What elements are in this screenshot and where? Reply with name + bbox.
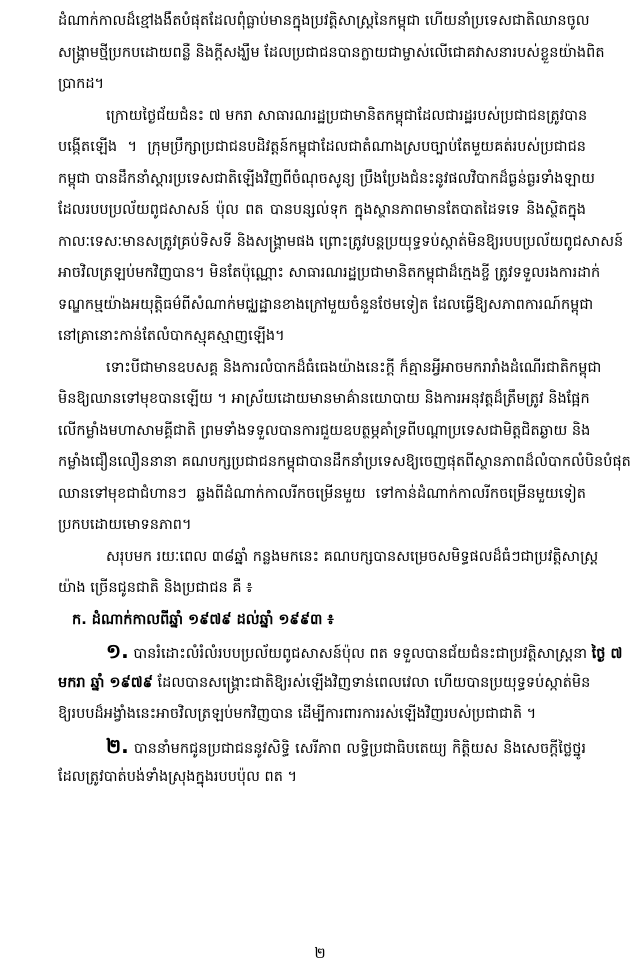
paragraph-line: លើកម្លាំងមហាសាមគ្គីជាតិ ព្រមទាំងទទួលបានការជួយឧបត្ថម្ភគាំទ្រពីបណ្តាប្រទេសជាមិត្តជិតឆ្ងាយ និង [58, 422, 591, 439]
paragraph-line: ដែលរបបប្រល័យពូជសាសន៍ ប៉ុល ពត បានបន្សល់ទុក ក្នុងស្ថានភាពមានតែបាតដៃទទេ និងស្ថិតក្នុង [58, 202, 586, 218]
paragraph-line: សរុបមក រយៈពេល ៣៨ឆ្នាំ កន្លងមកនេះ គណបក្សបានសម្រេចសមិទ្ធផលដ៏ធំៗជាប្រវត្តិសាស្ត្រ [106, 548, 599, 565]
document-body [58, 6, 631, 794]
list-item-number: ១. [106, 639, 129, 663]
list-item-line: ឱ្យរបបដ៏អង្វាំងនេះអាចវិលត្រឡប់មកវិញបាន ដើម្បីការពារការរស់ឡើងវិញរបស់ប្រជាជាតិ ។ [58, 706, 537, 722]
paragraph-4 [58, 542, 599, 605]
date-emphasis: ថ្ងៃ ៧ [591, 646, 623, 662]
paragraph-1 [58, 6, 605, 101]
list-item-line [58, 668, 591, 700]
paragraph-line: យ៉ាង ច្រើនជូនជាតិ និងប្រជាជន គឺ ៖ [58, 580, 253, 596]
paragraph-line: ក្រោយថ្ងៃជ័យជំនះ ៧ មករា សាធារណរដ្ឋប្រជាមានិតកម្ពុជាដែលជារដ្ឋរបស់ប្រជាជនត្រូវបាន [106, 107, 588, 124]
paragraph-line: ទោះបីជាមានឧបសគ្គ និងការលំបាកដ៏ធំធេងយ៉ាងនេះក្តី ក៏គ្មានអ្វីអាចមករារាំងដំណើរជាតិកម្ពុជា [106, 359, 602, 376]
paragraph-line: មិនឱ្យឈានទៅមុខបានឡើយ ។ អាស្រ័យដោយមានមាគ៌ានយោបាយ និងការអនុវត្តដ៏ត្រឹមត្រូវ និងផ្អែក [58, 391, 590, 407]
paragraph-line: ដំណាក់កាលដ៏ខ្មៅងងឹតបំផុតដែលពុំធ្លាប់មានក្នុងប្រវត្តិសាស្ត្រនៃកម្ពុជា ហើយនាំប្រទេសជាតិឈានចូល [58, 13, 590, 29]
page-number: ២ [314, 944, 326, 962]
paragraph-line: ប្រកបដោយមោទនភាព។ [58, 517, 192, 533]
paragraph-line: កម្ពុជា បានដឹកនាំស្តារប្រទេសជាតិឡើងវិញពីចំណុចសូន្យ ប្រឹងប្រែងជំនះនូវផលវិបាកដ៏ធ្ងន់ធ្ងរទាំងឡាយ [58, 170, 595, 187]
section-heading: ក. ដំណាក់កាលពីឆ្នាំ ១៩៧៩ ដល់ឆ្នាំ ១៩៩៣ ៖ [72, 611, 334, 628]
list-item-line [58, 636, 623, 668]
paragraph-line: កាលៈទេសៈមានសត្រូវគ្រប់ទិសទី និងសង្គ្រាមផង ព្រោះត្រូវបន្តប្រយុទ្ធទប់ស្កាត់មិនឱ្យរបបប្រល័យពូជសាសន៍ [58, 233, 624, 250]
paragraph-3 [58, 353, 631, 542]
paragraph-line: ទណ្ឌកម្មយ៉ាងអយុត្តិធម៌ពីសំណាក់មជ្ឈដ្ឋានខាងក្រៅមួយចំនួនថែមទៀត ដែលធ្វើឱ្យសភាពការណ៍កម្ពុជា [58, 296, 594, 313]
paragraph-2 [58, 101, 624, 353]
paragraph-line: បង្កើតឡើង ។ ក្រុមប្រឹក្សាប្រជាជនបដិវត្តន៍កម្ពុជាដែលជាតំណាងស្របច្បាប់តែមួយគត់របស់ប្រជាជន [58, 139, 586, 155]
list-item-line [58, 731, 586, 763]
list-item-text: ដែលបានសង្គ្រោះជាតិឱ្យរស់ឡើងវិញទាន់ពេលវេលា ហើយបានប្រយុទ្ធទប់ស្កាត់មិន [157, 674, 591, 691]
list-item-line: ដែលត្រូវបាត់បង់ទាំងស្រុងក្នុងរបបប៉ុល ពត ។ [58, 769, 298, 785]
paragraph-line: នៅគ្រានោះកាន់តែលំបាកស្មុគស្មាញឡើង។ [58, 328, 285, 344]
date-emphasis: មករា ឆ្នាំ ១៩៧៩ [58, 674, 153, 691]
paragraph-line: អាចវិលត្រឡប់មកវិញបាន។ មិនតែប៉ុណ្ណោះ សាធារណរដ្ឋប្រជាមានិតកម្ពុជាដ៏ក្មេងខ្ចី ត្រូវទទួលរងការដាក់ [58, 265, 601, 281]
list-item-2 [58, 731, 586, 794]
list-item-1 [58, 636, 623, 731]
list-item-number: ២. [106, 733, 129, 758]
list-item-text: បានរំដោះលំរំលំរបបប្រល័យពូជសាសន៍ប៉ុល ពត ទទួលបានជ័យជំនះជាប្រវត្តិសាស្ត្រនា [133, 646, 588, 662]
paragraph-line: សង្គ្រាមថ្មីប្រកបដោយពន្លឺ និងក្តីសង្ឃឹម ដែលប្រជាជនបានក្លាយជាម្ចាស់លើជោគវាសនារបស់ខ្លួនយ៉ាងពិត [58, 44, 605, 61]
paragraph-line: ឈានទៅមុខជាជំហានៗ ឆ្លងពីដំណាក់កាលរីកចម្រើនមួយ ទៅកាន់ដំណាក់កាលរីកចម្រើនមួយទៀត [58, 485, 586, 502]
paragraph-line: កម្លាំងជឿនលឿននានា គណបក្សប្រជាជនកម្ពុជាបានដឹកនាំប្រទេសឱ្យចេញផុតពីស្ថានភាពដ៏លំបាកលំបិនបំផុត [58, 454, 631, 470]
list-item-text: បាននាំមកជូនប្រជាជននូវសិទ្ធិ សេរីភាព លទ្ធិប្រជាធិបតេយ្យ កិត្តិយស និងសេចក្តីថ្លៃថ្នូរ [133, 740, 586, 757]
paragraph-line: ប្រាកដ។ [58, 76, 105, 92]
